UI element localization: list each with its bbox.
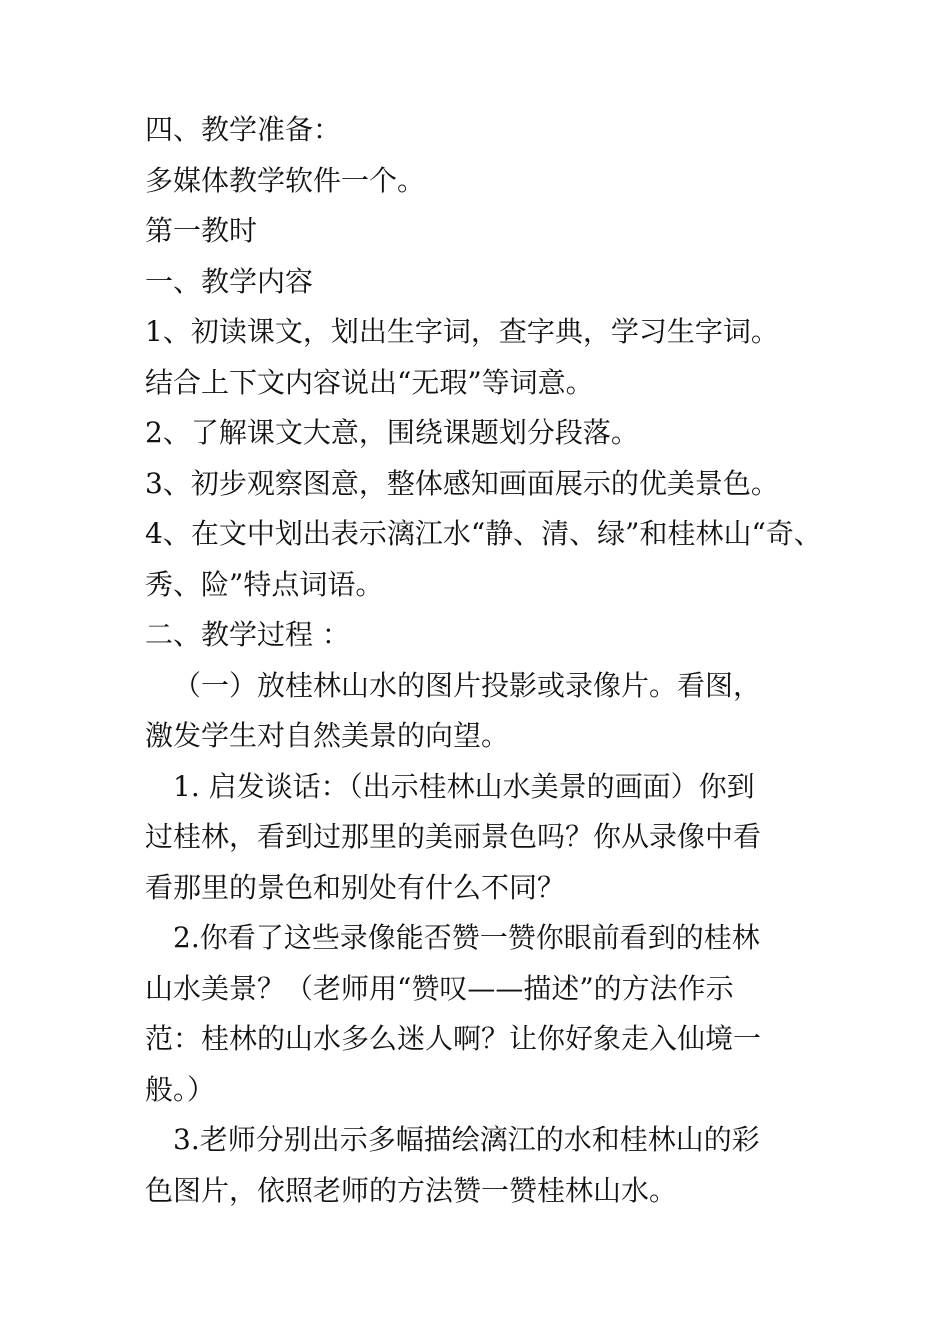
text-line: 过桂林，看到过那里的美丽景色吗？你从录像中看: [145, 820, 762, 853]
text-line: 激发学生对自然美景的向望。: [145, 719, 510, 752]
text-line: 结合上下文内容说出“无瑕”等词意。: [145, 365, 594, 399]
section-heading-content: 一、教学内容: [145, 264, 314, 298]
text-line: （一）放桂林山水的图片投影或录像片。看图，: [173, 668, 762, 702]
text-line: 3.老师分别出示多幅描绘漓江的水和桂林山的彩: [173, 1123, 760, 1156]
text-line: 2.你看了这些录像能否赞一赞你眼前看到的桂林: [173, 921, 760, 954]
text-line: 1. 启发谈话：（出示桂林山水美景的画面）你到: [173, 769, 755, 803]
lesson-heading: 第一教时: [145, 214, 258, 247]
text-line: 山水美景？（老师用“赞叹——描述”的方法作示: [145, 971, 734, 1005]
section-heading-process: 二、教学过程 ：: [145, 618, 350, 651]
text-line: 多媒体教学软件一个。: [145, 163, 426, 197]
text-line: 秀、险”特点词语。: [145, 567, 384, 601]
text-line: 范：桂林的山水多么迷人啊？让你好象走入仙境一: [145, 1022, 762, 1055]
document-body: [145, 105, 822, 1216]
text-line: 般。）: [145, 1072, 216, 1106]
text-line: 4、在文中划出表示漓江水“静、清、绿”和桂林山“奇、: [145, 517, 822, 550]
text-line: 1、初读课文，划出生字词，查字典，学习生字词。: [145, 315, 779, 348]
text-line: 2、了解课文大意，围绕课题划分段落。: [145, 416, 639, 449]
section-heading-preparation: 四、教学准备：: [145, 113, 342, 146]
text-line: 看那里的景色和别处有什么不同？: [145, 870, 566, 904]
text-line: 色图片，依照老师的方法赞一赞桂林山水。: [145, 1173, 678, 1207]
text-line: 3、初步观察图意，整体感知画面展示的优美景色。: [145, 466, 779, 500]
